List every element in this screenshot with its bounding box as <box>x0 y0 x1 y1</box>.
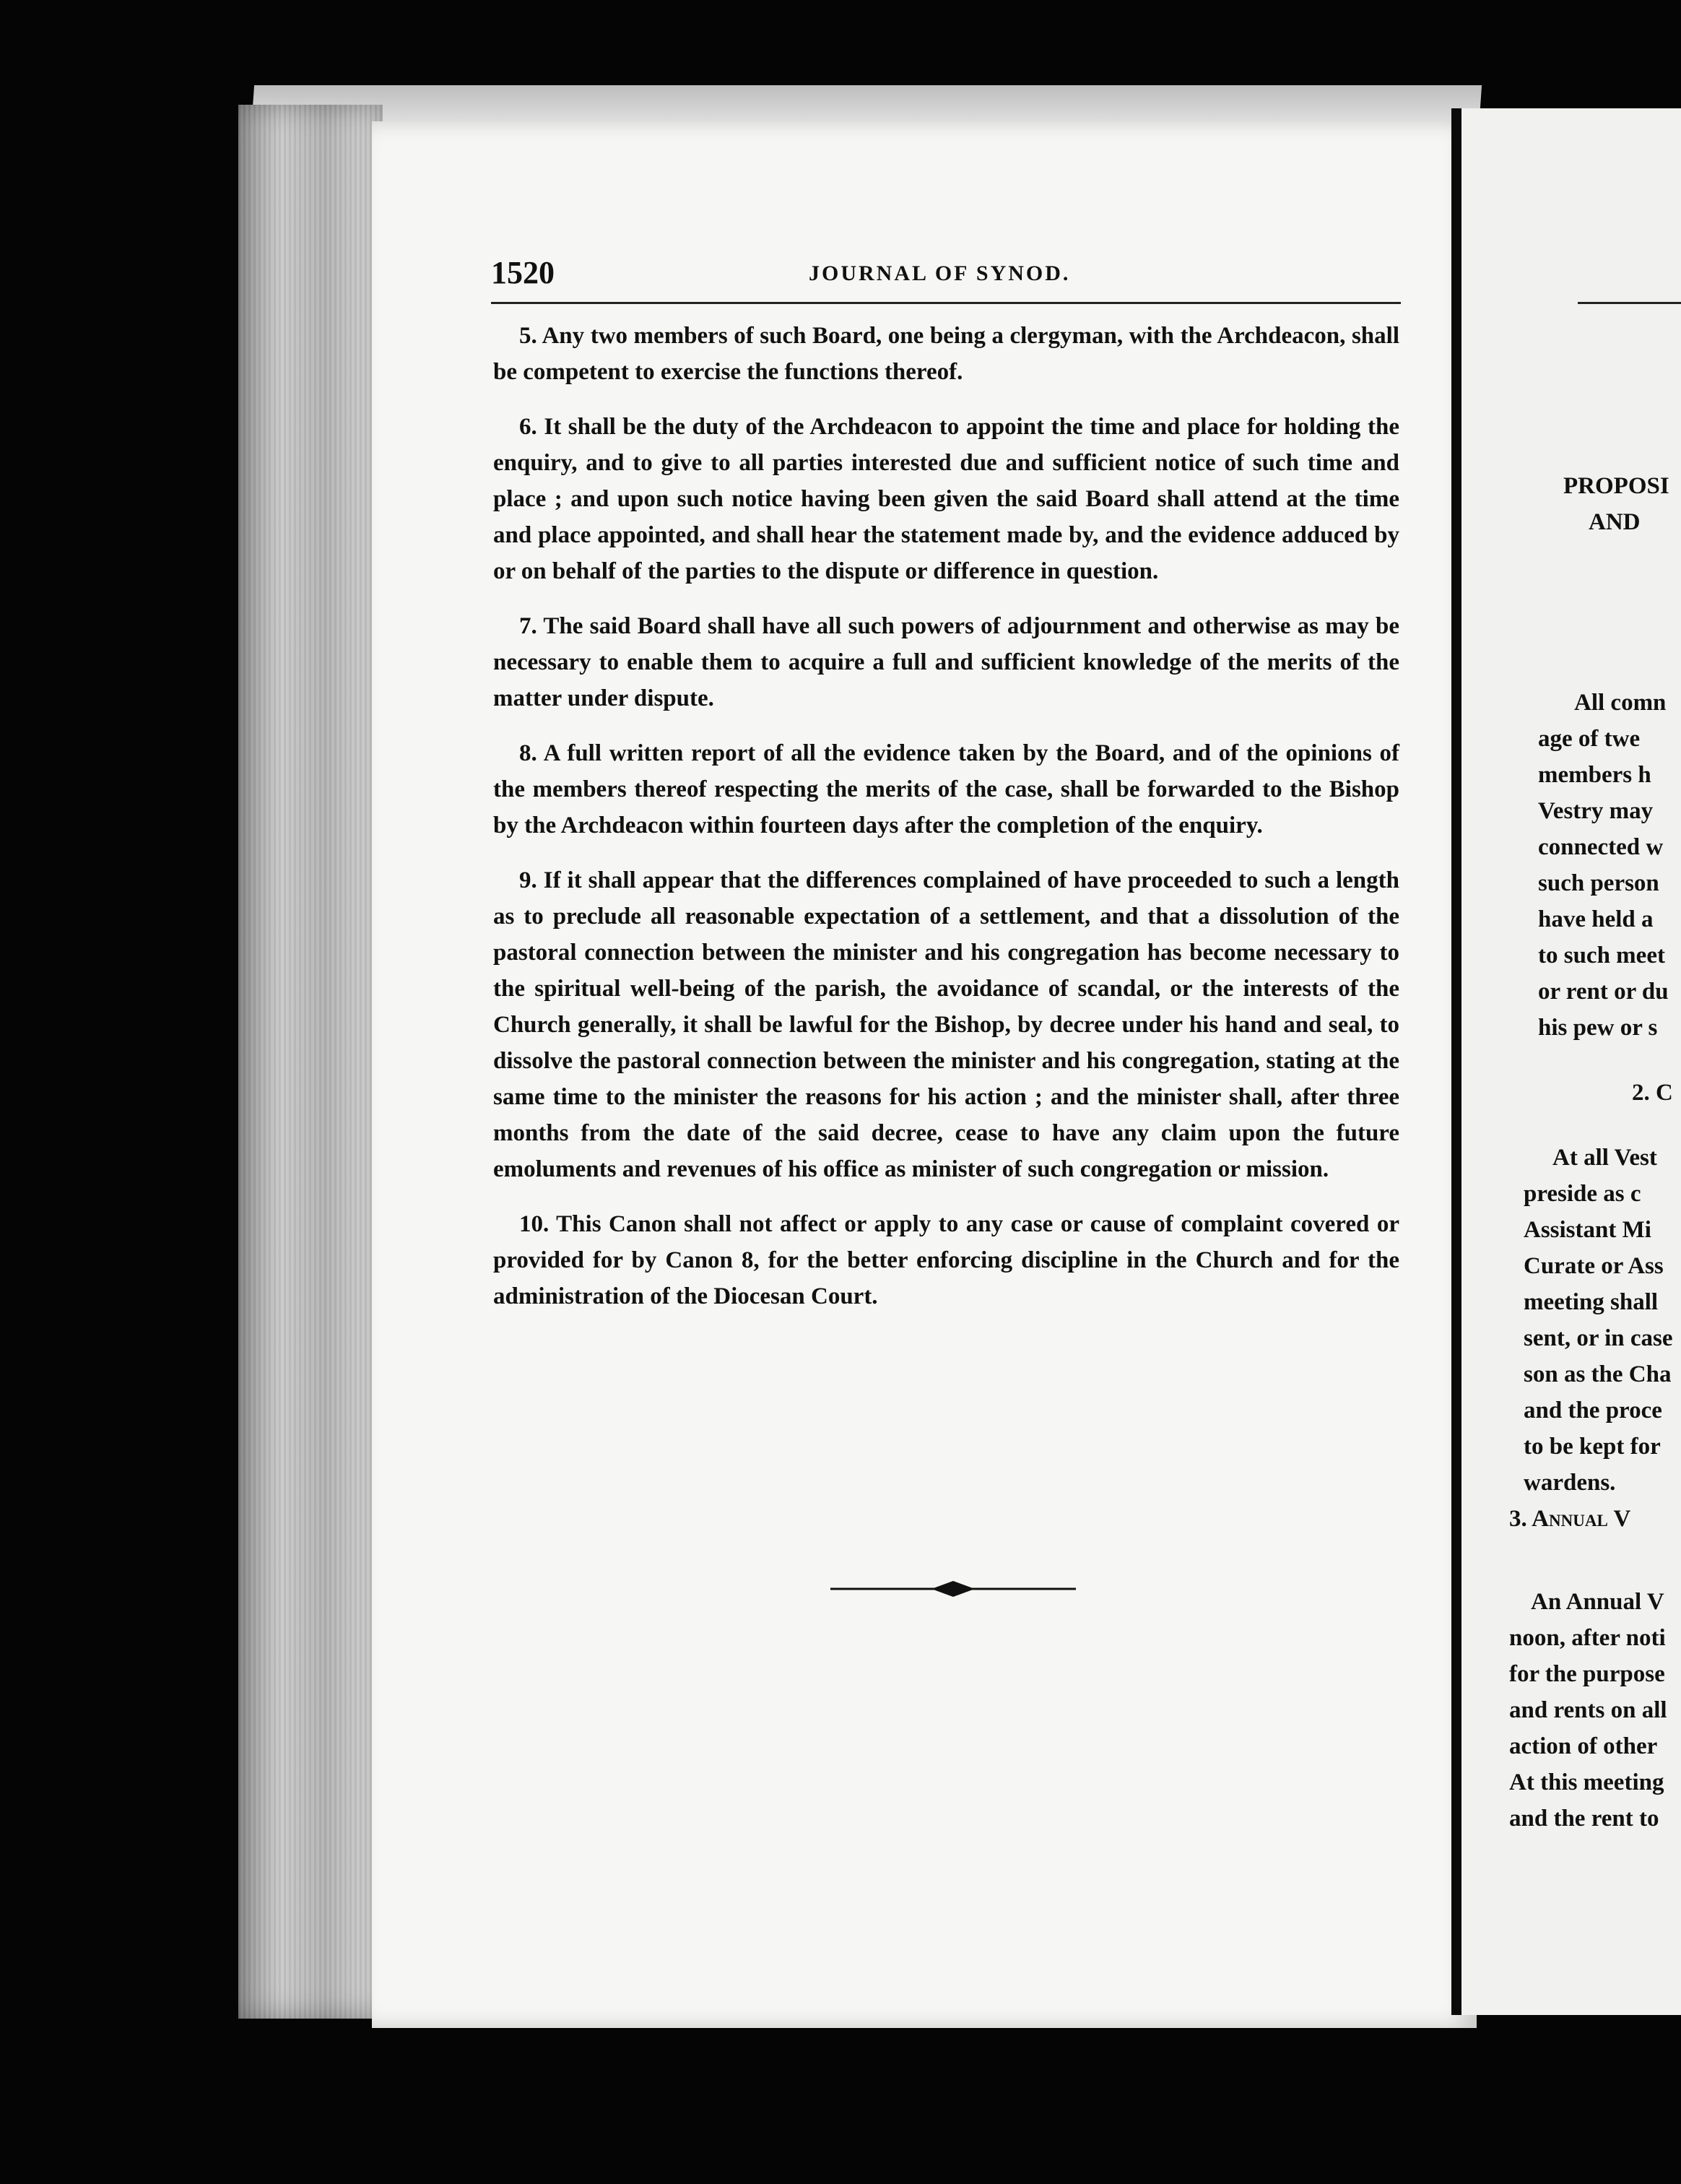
right-line: and the proce <box>1524 1398 1662 1424</box>
right-line: Vestry may <box>1538 798 1654 824</box>
right-line: noon, after noti <box>1509 1625 1666 1651</box>
paragraph-6: 6. It shall be the duty of the Archdeacon to appoint the time and place for holding the enquiry, and to give to all parties interested due and sufficient notice of such time and place ; and upon such notice having been given the said Board shall attend at the time and place appointed, and shall hear the statement made by, and the evidence adduced by or on behalf of the parties to the dispute or difference in question. <box>493 414 1399 584</box>
right-line: action of other <box>1509 1733 1658 1759</box>
right-line: At all Vest <box>1552 1145 1657 1171</box>
running-title: JOURNAL OF SYNOD. <box>809 261 1071 285</box>
running-head <box>491 254 1401 298</box>
right-line: for the purpose <box>1509 1661 1665 1687</box>
book-page-edges <box>238 105 383 2019</box>
ornament-divider <box>830 1578 1076 1600</box>
body-text <box>493 318 1399 1333</box>
right-line: preside as c <box>1524 1181 1641 1207</box>
paragraph-5: 5. Any two members of such Board, one being a clergyman, with the Archdeacon, shall be competent to exercise the functions thereof. <box>493 323 1399 385</box>
right-line: to such meet <box>1538 942 1665 968</box>
paragraph-8: 8. A full written report of all the evidence taken by the Board, and of the opinions of the members thereof respecting the merits of the case, shall be forwarded to the Bishop by the Archdeacon within fourteen days after the completion of the enquiry. <box>493 740 1399 838</box>
paragraph-10: 10. This Canon shall not affect or apply to any case or cause of complaint covered or provided for by Canon 8, for the better enforcing discipline in the Church and for the administration of the Diocesan Court. <box>493 1211 1399 1309</box>
right-line: such person <box>1538 870 1659 896</box>
header-rule <box>491 302 1401 304</box>
right-line: or rent or du <box>1538 979 1669 1005</box>
right-line: At this meeting <box>1509 1769 1664 1795</box>
right-line: and the rent to <box>1509 1806 1659 1832</box>
right-line: to be kept for <box>1524 1434 1661 1460</box>
paragraph-7: 7. The said Board shall have all such powers of adjournment and otherwise as may be necessary to enable them to acquire a full and sufficient knowledge of the merits of the matter under dispute. <box>493 613 1399 711</box>
right-line: his pew or s <box>1538 1015 1658 1041</box>
right-heading-line-2: AND <box>1589 509 1641 535</box>
right-line: All comn <box>1574 690 1667 716</box>
right-line: wardens. <box>1524 1470 1616 1496</box>
right-heading-line-1: PROPOSI <box>1563 473 1669 499</box>
right-line: and rents on all <box>1509 1697 1667 1723</box>
right-line: meeting shall <box>1524 1289 1659 1315</box>
page-number: 1520 <box>491 255 555 290</box>
paragraph-9: 9. If it shall appear that the differences complained of have proceeded to such a length as to preclude all reasonable expectation of a settlement, and that a dissolution of the pastoral connection between the minister and his congregation has become necessary to the spiritual well-being of the parish, the avoidance of scandal, or the interests of the Church generally, it shall be lawful for the Bishop, by decree under his hand and seal, to dissolve the pastoral connection between the minister and his congregation, stating at the same time to the minister the reasons for his action ; and the minister shall, after three months from the date of the said decree, cease to have any claim upon the future emoluments and revenues of his office as minister of such congregation or mission. <box>493 867 1399 1182</box>
right-section-2: 2. C <box>1632 1080 1673 1106</box>
right-line: connected w <box>1538 834 1664 860</box>
right-line: age of twe <box>1538 726 1641 752</box>
right-line: members h <box>1538 762 1651 788</box>
right-line: Assistant Mi <box>1524 1217 1651 1243</box>
right-line: son as the Cha <box>1524 1361 1672 1387</box>
right-line: have held a <box>1538 906 1654 932</box>
right-page-text <box>1509 0 1681 2184</box>
right-line: sent, or in case <box>1524 1325 1673 1351</box>
right-section-3: 3. Annual V <box>1509 1506 1631 1532</box>
right-line: Curate or Ass <box>1524 1253 1664 1279</box>
right-line: An Annual V <box>1531 1589 1664 1615</box>
